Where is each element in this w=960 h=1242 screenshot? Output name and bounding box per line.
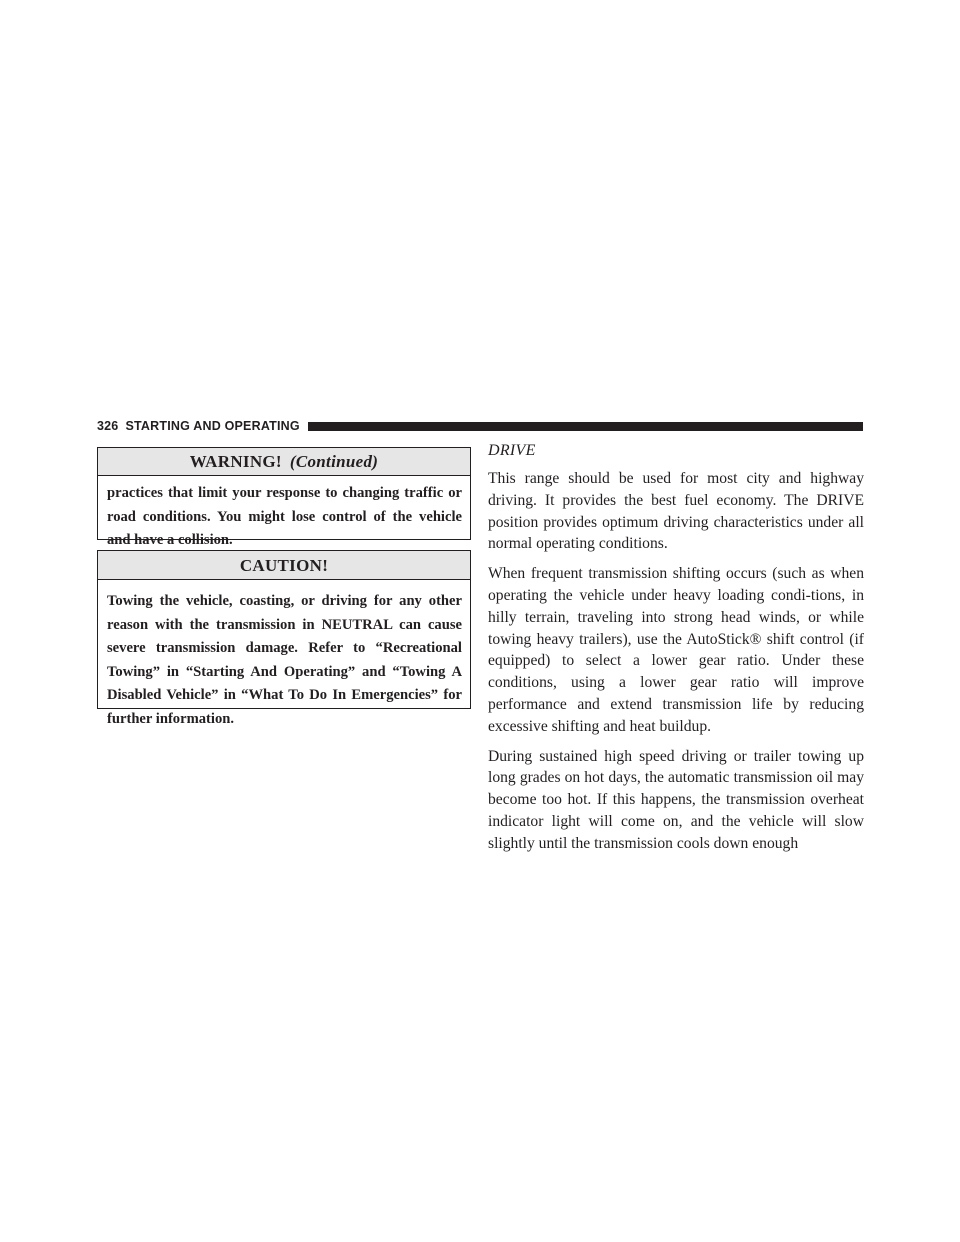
- warning-header: [98, 448, 470, 476]
- caution-box: [97, 550, 471, 727]
- caution-text: Towing the vehicle, coasting, or driving for any other reason with the transmission in NEUTRAL can cause severe transmission damage. Refer to “Recreational Towing” in “Starting And Operating” and “Towing A Disabled Vehicle” in “What To Do In Emergencies” for further information.: [107, 593, 462, 727]
- header-rule: [308, 422, 863, 431]
- drive-paragraph-1: This range should be used for most city and highway driving. It provides the best fuel economy. The DRIVE position provides optimum driving characteristics under all normal operating conditions.: [488, 470, 864, 553]
- warning-continued: (Continued): [289, 452, 379, 471]
- warning-box: [97, 447, 471, 548]
- section-title: STARTING AND OPERATING: [125, 419, 300, 433]
- drive-paragraph-3: During sustained high speed driving or trailer towing up long grades on hot days, the automatic transmission oil may become too hot. If this happens, the transmission overheat indicator light will come on, and the vehicle will slow slightly until the transmission cools down enough: [488, 747, 864, 852]
- caution-header: CAUTION!: [98, 551, 470, 580]
- warning-title: WARNING!: [189, 452, 282, 471]
- drive-section: [488, 440, 864, 863]
- warning-text: practices that limit your response to changing traffic or road conditions. You might lose control of the vehicle and have a collision.: [107, 485, 462, 548]
- drive-heading: DRIVE: [488, 442, 536, 459]
- page-header: [97, 418, 863, 434]
- drive-paragraph-2: When frequent transmission shifting occurs (such as when operating the vehicle under heavy loading condi-tions, in hilly terrain, traveling into strong head winds, or while towing heavy trailers), use the AutoStick® shift control (if equipped) to select a lower gear ratio. Under these conditions, using a lower gear ratio will improve performance and extend transmission life by reducing excessive shifting and heat buildup.: [488, 565, 864, 735]
- page-number: 326: [97, 419, 119, 433]
